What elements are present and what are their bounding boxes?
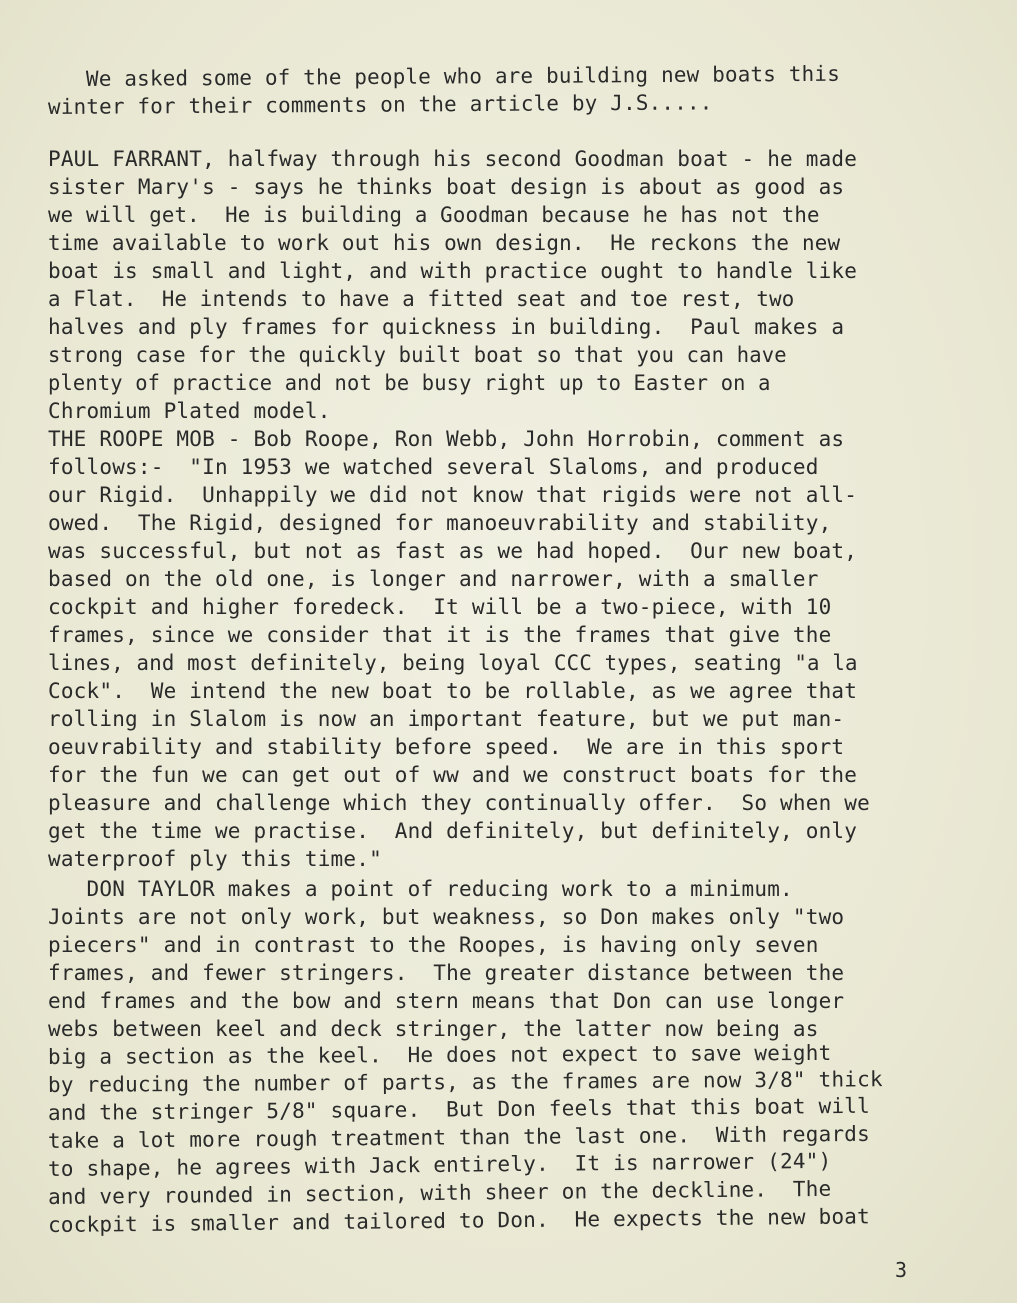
text-line: boat is small and light, and with practice ought to handle like xyxy=(48,259,858,283)
text-line: we will get. He is building a Goodman because he has not the xyxy=(48,203,820,227)
text-line: Cock". We intend the new boat to be rollable, as we agree that xyxy=(48,679,858,703)
text-line: by reducing the number of parts, as the frames are now 3/8" thick xyxy=(47,1067,883,1097)
text-line: Chromium Plated model. xyxy=(48,399,331,423)
text-line: PAUL FARRANT, halfway through his second Goodman boat - he made xyxy=(48,147,858,171)
text-line: oeuvrability and stability before speed. We are in this sport xyxy=(48,735,845,759)
text-line: halves and ply frames for quickness in building. Paul makes a xyxy=(48,315,845,339)
text-line: was successful, but not as fast as we had hoped. Our new boat, xyxy=(48,539,858,563)
text-line: to shape, he agrees with Jack entirely. It is narrower (24") xyxy=(47,1148,832,1181)
text-line: rolling in Slalom is now an important feature, but we put man- xyxy=(48,707,845,731)
text-line: a Flat. He intends to have a fitted seat and toe rest, two xyxy=(48,287,795,311)
text-line: our Rigid. Unhappily we did not know that rigids were not all- xyxy=(48,483,858,507)
text-line: THE ROOPE MOB - Bob Roope, Ron Webb, John Horrobin, comment as xyxy=(48,427,845,451)
text-line: frames, and fewer stringers. The greater distance between the xyxy=(48,961,845,985)
text-line: DON TAYLOR makes a point of reducing work to a minimum. xyxy=(48,877,793,901)
text-line: strong case for the quickly built boat so that you can have xyxy=(48,343,787,367)
text-line: based on the old one, is longer and narrower, with a smaller xyxy=(48,567,819,591)
text-line: cockpit is smaller and tailored to Don. He expects the new boat xyxy=(47,1204,871,1237)
text-line: big a section as the keel. He does not expect to save weight xyxy=(47,1040,832,1069)
text-line: pleasure and challenge which they continually offer. So when we xyxy=(48,791,870,815)
text-line: We asked some of the people who are building new boats this xyxy=(85,61,841,91)
text-line: sister Mary's - says he thinks boat design is about as good as xyxy=(48,175,845,199)
text-line: get the time we practise. And definitely, but definitely, only xyxy=(48,819,858,843)
text-line: and very rounded in section, with sheer on the deckline. The xyxy=(47,1176,832,1209)
text-line: cockpit and higher foredeck. It will be a two-piece, with 10 xyxy=(48,595,832,619)
text-line: for the fun we can get out of ww and we construct boats for the xyxy=(48,763,858,787)
text-line: Joints are not only work, but weakness, so Don makes only "two xyxy=(48,905,845,929)
text-line: plenty of practice and not be busy right up to Easter on a xyxy=(48,371,771,395)
text-line: owed. The Rigid, designed for manoeuvrability and stability, xyxy=(48,511,832,535)
text-line: webs between keel and deck stringer, the latter now being as xyxy=(48,1017,819,1041)
text-line: follows:- "In 1953 we watched several Slaloms, and produced xyxy=(48,455,819,479)
page-number: 3 xyxy=(895,1258,908,1282)
text-line: waterproof ply this time." xyxy=(48,847,382,871)
text-line: frames, since we consider that it is the frames that give the xyxy=(48,623,832,647)
text-line: winter for their comments on the article by J.S..... xyxy=(47,90,713,119)
text-line: time available to work out his own design. He reckons the new xyxy=(48,231,841,255)
text-line: lines, and most definitely, being loyal CCC types, seating "a la xyxy=(48,651,858,675)
text-line: take a lot more rough treatment than the last one. With regards xyxy=(47,1121,871,1153)
text-line: piecers" and in contrast to the Roopes, is having only seven xyxy=(48,933,819,957)
text-line: end frames and the bow and stern means that Don can use longer xyxy=(48,989,845,1013)
text-line: and the stringer 5/8" square. But Don feels that this boat will xyxy=(47,1093,871,1125)
